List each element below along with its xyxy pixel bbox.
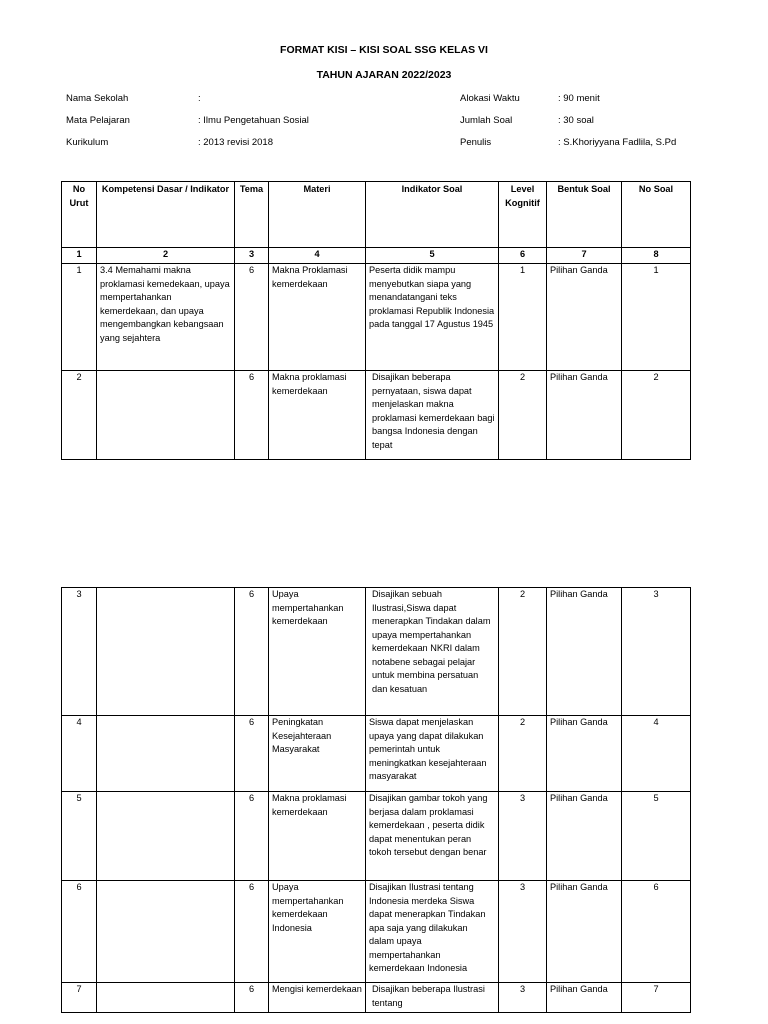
cell-indikator: Peserta didik mampu menyebutkan siapa yang menandatangani teks proklamasi Republik Indonesia pada tanggal 17 Agustus 1945 bbox=[366, 264, 499, 371]
cell-kd bbox=[97, 371, 235, 460]
cell-materi: Mengisi kemerdekaan bbox=[269, 983, 366, 1013]
table-row bbox=[62, 371, 691, 460]
cell-indikator: Disajikan gambar tokoh yang berjasa dalam proklamasi kemerdekaan , peserta didik dapat menentukan peran tokoh tersebut dengan benar bbox=[366, 792, 499, 881]
cell-no: 6 bbox=[62, 881, 97, 983]
cell-indikator: Disajikan Ilustrasi tentang Indonesia merdeka Siswa dapat menerapkan Tindakan apa saja yang dilakukan dalam upaya mempertahankan kemerdekaan Indonesia bbox=[366, 881, 499, 983]
cell-no: 1 bbox=[62, 264, 97, 371]
column-number: 3 bbox=[235, 248, 269, 264]
column-number: 6 bbox=[499, 248, 547, 264]
cell-bentuk: Pilihan Ganda bbox=[547, 588, 622, 716]
kisi-table-part1 bbox=[61, 181, 691, 460]
cell-kd bbox=[97, 881, 235, 983]
cell-bentuk: Pilihan Ganda bbox=[547, 881, 622, 983]
cell-bentuk: Pilihan Ganda bbox=[547, 371, 622, 460]
col-header-no-soal: No Soal bbox=[622, 182, 691, 248]
cell-kd bbox=[97, 983, 235, 1013]
cell-indikator: Disajikan beberapa pernyataan, siswa dapat menjelaskan makna proklamasi kemerdekaan bagi bangsa Indonesia dengan tepat bbox=[366, 371, 499, 460]
cell-level: 2 bbox=[499, 371, 547, 460]
cell-indikator: Disajikan sebuah Ilustrasi,Siswa dapat menerapkan Tindakan dalam upaya mempertahankan kemerdekaan NKRI dalam notabene sebagai pelajar untuk membina persatuan dan kesatuan bbox=[366, 588, 499, 716]
column-number-row bbox=[62, 248, 691, 264]
info-label-question-count: Jumlah Soal bbox=[460, 115, 513, 126]
cell-kd bbox=[97, 792, 235, 881]
column-number: 4 bbox=[269, 248, 366, 264]
table-row bbox=[62, 716, 691, 792]
kisi-table-part2 bbox=[61, 587, 691, 1013]
cell-materi: Makna proklamasi kemerdekaan bbox=[269, 792, 366, 881]
cell-materi: Upaya mempertahankan kemerdekaan bbox=[269, 588, 366, 716]
cell-materi: Makna proklamasi kemerdekaan bbox=[269, 371, 366, 460]
table-row bbox=[62, 792, 691, 881]
col-header-indikator-soal: Indikator Soal bbox=[366, 182, 499, 248]
cell-kd bbox=[97, 588, 235, 716]
col-header-bentuk-soal: Bentuk Soal bbox=[547, 182, 622, 248]
column-number: 1 bbox=[62, 248, 97, 264]
table-row bbox=[62, 881, 691, 983]
cell-tema: 6 bbox=[235, 716, 269, 792]
cell-tema: 6 bbox=[235, 588, 269, 716]
info-value-author: : S.Khoriyyana Fadlila, S.Pd bbox=[558, 137, 677, 148]
col-header-tema: Tema bbox=[235, 182, 269, 248]
info-label-curriculum: Kurikulum bbox=[66, 137, 109, 148]
cell-kd: 3.4 Memahami makna proklamasi kemedekaan, upaya mempertahankan kemerdekaan, dan upaya mengembangkan kebangsaan yang sejahtera bbox=[97, 264, 235, 371]
cell-bentuk: Pilihan Ganda bbox=[547, 983, 622, 1013]
cell-bentuk: Pilihan Ganda bbox=[547, 716, 622, 792]
document-subtitle: TAHUN AJARAN 2022/2023 bbox=[316, 69, 452, 81]
cell-level: 2 bbox=[499, 716, 547, 792]
cell-no-soal: 7 bbox=[622, 983, 691, 1013]
info-value-subject: : Ilmu Pengetahuan Sosial bbox=[198, 115, 309, 126]
cell-no-soal: 2 bbox=[622, 371, 691, 460]
cell-level: 3 bbox=[499, 881, 547, 983]
cell-materi: Peningkatan Kesejahteraan Masyarakat bbox=[269, 716, 366, 792]
table-row bbox=[62, 983, 691, 1013]
cell-no: 5 bbox=[62, 792, 97, 881]
cell-tema: 6 bbox=[235, 983, 269, 1013]
col-header-level-kognitif: Level Kognitif bbox=[499, 182, 547, 248]
cell-level: 1 bbox=[499, 264, 547, 371]
info-label-author: Penulis bbox=[460, 137, 492, 148]
cell-tema: 6 bbox=[235, 371, 269, 460]
info-value-time: : 90 menit bbox=[558, 93, 600, 104]
cell-level: 3 bbox=[499, 792, 547, 881]
cell-no: 3 bbox=[62, 588, 97, 716]
cell-no: 4 bbox=[62, 716, 97, 792]
table-row bbox=[62, 588, 691, 716]
cell-bentuk: Pilihan Ganda bbox=[547, 264, 622, 371]
cell-no: 7 bbox=[62, 983, 97, 1013]
cell-no-soal: 1 bbox=[622, 264, 691, 371]
col-header-materi: Materi bbox=[269, 182, 366, 248]
column-number: 2 bbox=[97, 248, 235, 264]
cell-level: 2 bbox=[499, 588, 547, 716]
info-value-curriculum: : 2013 revisi 2018 bbox=[198, 137, 273, 148]
cell-level: 3 bbox=[499, 983, 547, 1013]
cell-kd bbox=[97, 716, 235, 792]
info-label-time: Alokasi Waktu bbox=[460, 93, 520, 104]
col-header-kompetensi: Kompetensi Dasar / Indikator bbox=[97, 182, 235, 248]
cell-indikator: Disajikan beberapa Ilustrasi tentang bbox=[366, 983, 499, 1013]
column-number: 5 bbox=[366, 248, 499, 264]
cell-no-soal: 5 bbox=[622, 792, 691, 881]
document-title: FORMAT KISI – KISI SOAL SSG KELAS VI bbox=[280, 44, 488, 56]
cell-no-soal: 4 bbox=[622, 716, 691, 792]
info-label-school: Nama Sekolah bbox=[66, 93, 129, 104]
col-header-no-urut: No Urut bbox=[62, 182, 97, 248]
info-value-question-count: : 30 soal bbox=[558, 115, 594, 126]
cell-bentuk: Pilihan Ganda bbox=[547, 792, 622, 881]
info-label-subject: Mata Pelajaran bbox=[66, 115, 130, 126]
column-number: 7 bbox=[547, 248, 622, 264]
cell-no-soal: 3 bbox=[622, 588, 691, 716]
cell-tema: 6 bbox=[235, 264, 269, 371]
column-number: 8 bbox=[622, 248, 691, 264]
cell-tema: 6 bbox=[235, 881, 269, 983]
table-row bbox=[62, 264, 691, 371]
cell-no: 2 bbox=[62, 371, 97, 460]
cell-tema: 6 bbox=[235, 792, 269, 881]
table-header-row bbox=[62, 182, 691, 248]
cell-indikator: Siswa dapat menjelaskan upaya yang dapat dilakukan pemerintah untuk meningkatkan kesejahteraan masyarakat bbox=[366, 716, 499, 792]
cell-materi: Upaya mempertahankan kemerdekaan Indonesia bbox=[269, 881, 366, 983]
info-value-school: : bbox=[198, 93, 201, 104]
cell-materi: Makna Proklamasi kemerdekaan bbox=[269, 264, 366, 371]
cell-no-soal: 6 bbox=[622, 881, 691, 983]
